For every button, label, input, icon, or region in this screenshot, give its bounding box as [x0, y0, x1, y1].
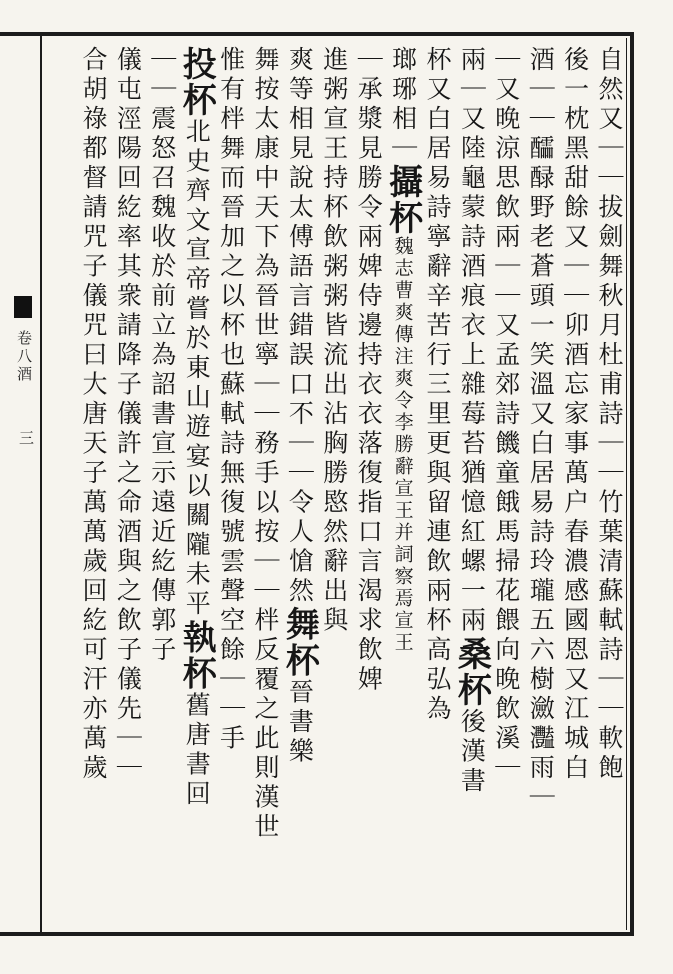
column-text: 惟有柈舞而晉加之以杯也蘇軾詩無復號雲聲空餘｜｜手 [216, 46, 246, 754]
column-text: 合胡祿都督請咒子儀咒曰大唐天子萬萬歲回紇可汗亦萬歲 [79, 46, 108, 784]
column-text: 北史齊文宣帝嘗於東山遊宴以關隴未平 [182, 118, 212, 620]
column-text: ｜｜震怒召魏收於前立為詔書宣示遠近紇傳郭子 [147, 46, 177, 666]
column-text: 晉書樂 [285, 678, 315, 767]
column-text: ｜又晚涼思飲兩｜｜又孟郊詩饑童餓馬掃花餵向晚飲溪｜ [491, 46, 521, 784]
margin-page-label: 卷八酒 [15, 330, 33, 384]
entry-heading: 執杯 [176, 619, 217, 692]
column-text: 舊唐書回 [182, 691, 212, 810]
column-text: 酒｜｜醽醁野老蒼頭一笑溫又白居易詩玲瓏五六樹瀲灩雨｜ [526, 46, 556, 813]
entry-heading: 攝杯 [382, 164, 423, 236]
margin-fishtail-mark [14, 296, 32, 318]
margin-strip [0, 32, 42, 936]
entry-heading: 桑杯 [451, 636, 492, 708]
column-text: 杯又白居易詩寧辭辛苦行三里更與留連飲兩杯高弘為 [423, 46, 452, 725]
column-text: 舞按太康中天下為晉世寧｜｜務手以按｜｜柈反覆之此則漢世 [251, 46, 280, 843]
text-column [70, 46, 116, 784]
column-text: 進粥宣王持杯飲粥粥皆流出沾胸勝愍然辭出與 [319, 46, 349, 636]
entry-heading: 投杯 [176, 46, 217, 118]
column-text: 後漢書 [457, 708, 487, 797]
margin-folio: 三 [17, 430, 35, 445]
column-text: 儀屯涇陽回紇率其衆請降子儀許之命酒與之飲子儀先｜｜ [113, 46, 143, 784]
column-text: 爽等相見說太傅語言錯誤口不｜｜令人愴然 [285, 46, 315, 607]
column-text: 自然又｜｜拔劍舞秋月杜甫詩｜｜竹葉清蘇軾詩｜｜軟飽 [595, 46, 624, 784]
column-text: 後一枕黑甜餘又｜｜卯酒忘家事萬户春濃感國恩又江城白 [560, 46, 590, 784]
entry-heading: 舞杯 [279, 606, 320, 679]
column-text: 魏志曹爽傳注爽令李勝辭宣王并詞察焉宣王 [391, 236, 414, 654]
column-text: 瑯琊相｜ [388, 46, 418, 164]
column-text: ｜承漿見勝令兩婢侍邊持衣衣落復指口言渴求飲婢 [354, 46, 384, 695]
column-text: 兩｜又陸龜蒙詩酒痕衣上雜莓苔猶憶紅螺一兩 [457, 46, 487, 636]
